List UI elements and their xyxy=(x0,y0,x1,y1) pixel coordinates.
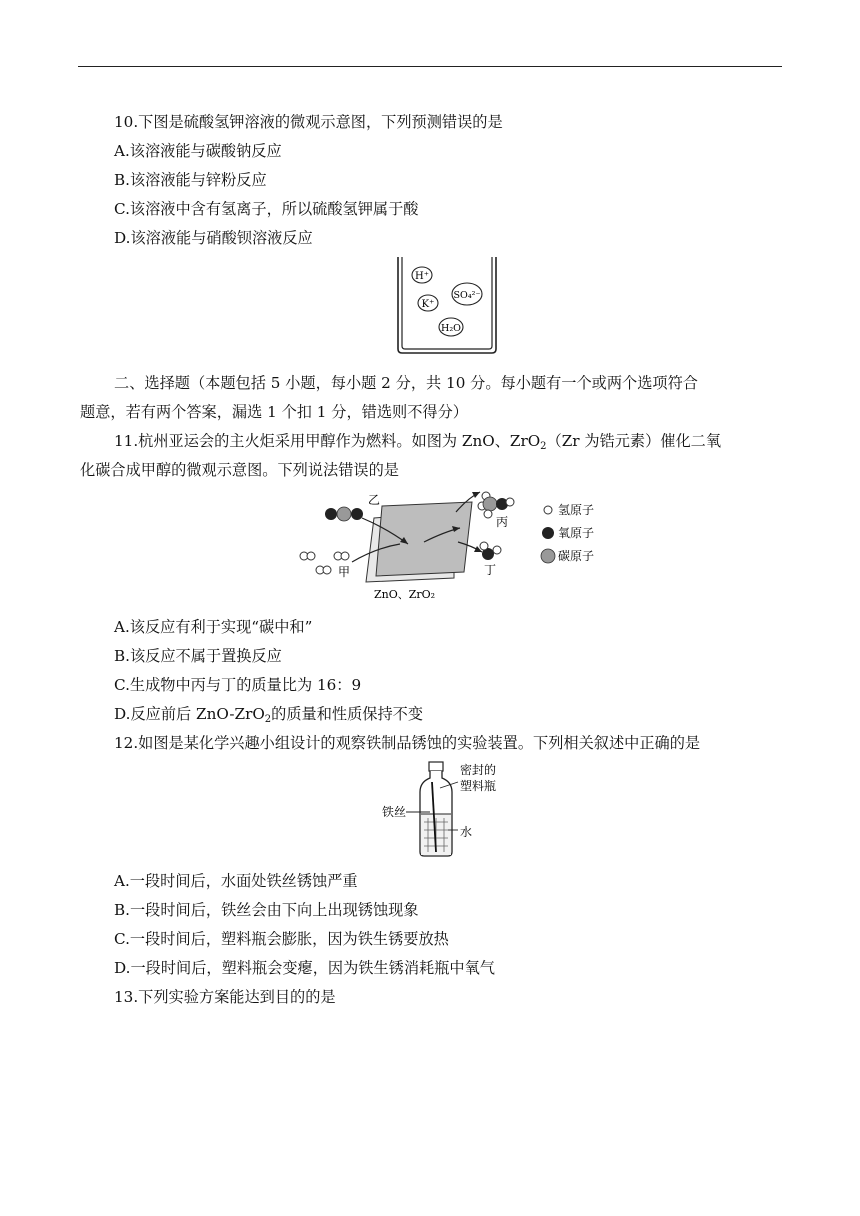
q11-option-c: C.生成物中丙与丁的质量比为 16：9 xyxy=(114,676,362,694)
q11-option-b: B.该反应不属于置换反应 xyxy=(114,647,282,665)
sulfate-ion-label: SO₄²⁻ xyxy=(453,290,481,301)
label-ding: 丁 xyxy=(484,563,497,577)
q12-option-c: C.一段时间后，塑料瓶会膨胀，因为铁生锈要放热 xyxy=(114,930,449,948)
label-jia: 甲 xyxy=(338,565,351,579)
hydrogen-ion-label: H⁺ xyxy=(415,271,429,282)
q11-reaction-figure xyxy=(296,482,606,610)
label-water: 水 xyxy=(460,825,473,839)
h2-atom-4 xyxy=(341,552,349,560)
water-h-2 xyxy=(493,546,501,554)
legend-hydrogen-swatch xyxy=(544,506,552,514)
legend-carbon-swatch xyxy=(541,549,555,563)
q10-option-d: D.该溶液能与硝酸钡溶液反应 xyxy=(114,229,313,247)
q10-option-b: B.该溶液能与锌粉反应 xyxy=(114,171,267,189)
q12-option-b: B.一段时间后，铁丝会由下向上出现锈蚀现象 xyxy=(114,901,419,919)
legend-oxygen-label: 氧原子 xyxy=(558,526,595,540)
q11-option-d-sub: 2 xyxy=(264,714,272,725)
section2-heading-line1: 二、选择题（本题包括 5 小题，每小题 2 分，共 10 分。每小题有一个或两个选项符合 xyxy=(114,374,698,392)
h2-atom-6 xyxy=(323,566,331,574)
label-bottle-2: 塑料瓶 xyxy=(460,779,497,793)
legend-oxygen-swatch xyxy=(542,527,554,539)
arrow-out-methanol-head xyxy=(472,492,480,498)
q11-stem-line1-pre: 11.杭州亚运会的主火炬采用甲醇作为燃料。如图为 ZnO、ZrO xyxy=(114,432,541,450)
q13-stem: 13.下列实验方案能达到目的的是 xyxy=(114,988,336,1006)
water-h-1 xyxy=(480,542,488,550)
q11-option-d-post: 的质量和性质保持不变 xyxy=(271,705,424,723)
q11-option-d-pre: D.反应前后 ZnO-ZrO xyxy=(114,705,265,723)
co2-oxygen-atom-1 xyxy=(325,508,337,520)
q10-option-a: A.该溶液能与碳酸钠反应 xyxy=(114,142,282,160)
q10-stem: 10.下图是硫酸氢钾溶液的微观示意图，下列预测错误的是 xyxy=(114,113,503,131)
catalyst-front-plate xyxy=(376,502,472,576)
legend-carbon-label: 碳原子 xyxy=(558,549,595,563)
q12-option-d: D.一段时间后，塑料瓶会变瘪，因为铁生锈消耗瓶中氧气 xyxy=(114,959,495,977)
h2-atom-2 xyxy=(307,552,315,560)
potassium-ion-label: K⁺ xyxy=(421,299,435,310)
label-yi: 乙 xyxy=(368,493,381,507)
q10-beaker-figure xyxy=(395,255,499,355)
label-bottle-1: 密封的 xyxy=(460,763,497,777)
methanol-h-3 xyxy=(484,510,492,518)
section2-heading-line2: 题意，若有两个答案，漏选 1 个扣 1 分，错选则不得分） xyxy=(80,403,468,421)
q11-stem-line1-sub: 2 xyxy=(540,441,547,452)
q11-stem-line1-post: （Zr 为锆元素）催化二氧 xyxy=(546,432,722,450)
q11-option-d xyxy=(114,704,423,724)
co2-oxygen-atom-2 xyxy=(351,508,363,520)
q11-stem-line1 xyxy=(114,431,721,451)
bottle-cap xyxy=(429,762,443,771)
q11-stem-line2: 化碳合成甲醇的微观示意图。下列说法错误的是 xyxy=(80,461,399,479)
methanol-h-4 xyxy=(506,498,514,506)
co2-carbon-atom xyxy=(337,507,351,521)
q10-option-c: C.该溶液中含有氢离子，所以硫酸氢钾属于酸 xyxy=(114,200,419,218)
q12-option-a: A.一段时间后，水面处铁丝锈蚀严重 xyxy=(114,872,358,890)
water-molecule-label: H₂O xyxy=(441,323,461,334)
methanol-carbon xyxy=(483,497,497,511)
label-wire: 铁丝 xyxy=(382,805,407,819)
catalyst-label: ZnO、ZrO₂ xyxy=(374,588,436,601)
label-bing: 丙 xyxy=(496,515,509,529)
q11-option-a: A.该反应有利于实现“碳中和” xyxy=(114,618,313,636)
q12-bottle-figure xyxy=(380,760,520,860)
header-rule xyxy=(78,66,782,67)
q12-stem: 12.如图是某化学兴趣小组设计的观察铁制品锈蚀的实验装置。下列相关叙述中正确的是 xyxy=(114,734,701,752)
legend-hydrogen-label: 氢原子 xyxy=(558,503,595,517)
